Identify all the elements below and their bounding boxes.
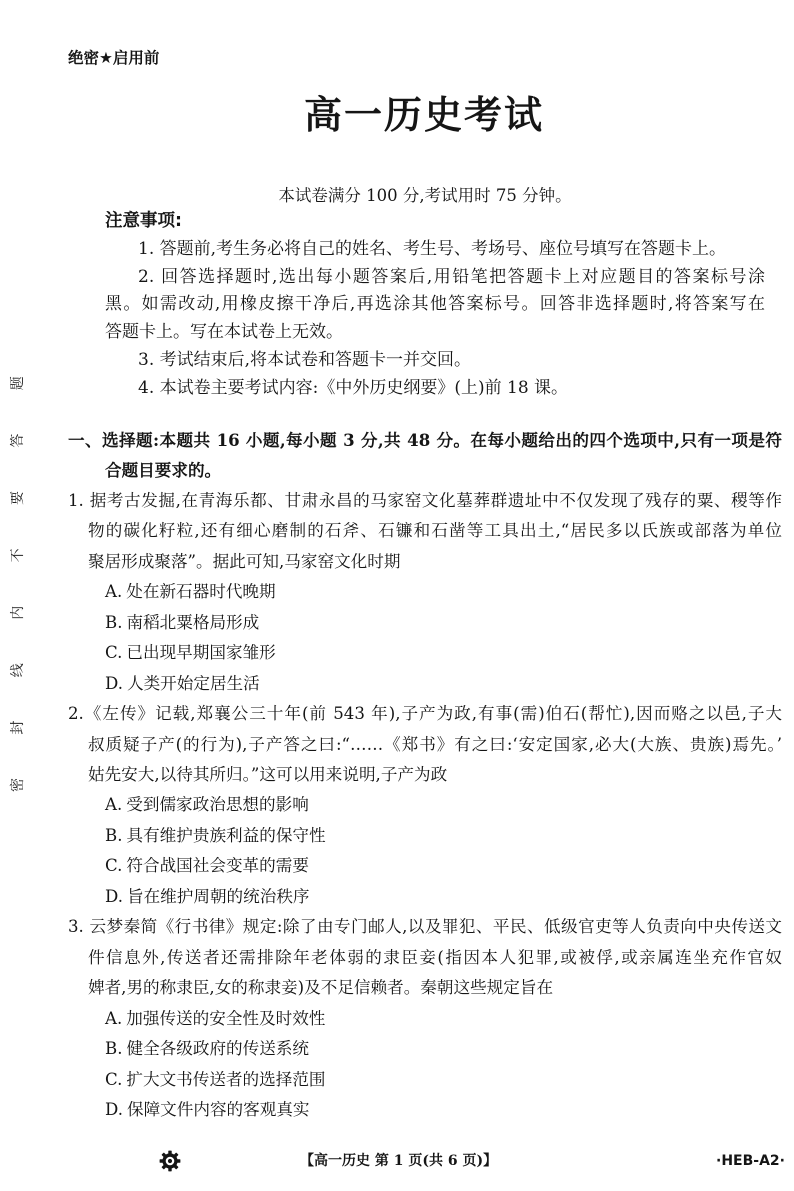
option-label: D. <box>105 886 123 906</box>
option-text: 加强传送的安全性及时效性 <box>126 1008 326 1028</box>
note-line: 1. 答题前,考生务必将自己的姓名、考生号、考场号、座位号填写在答题卡上。 <box>138 238 727 259</box>
option-text: 扩大文书传送者的选择范围 <box>126 1069 326 1089</box>
note-line: 4. 本试卷主要考试内容:《中外历史纲要》(上)前 18 课。 <box>138 377 569 398</box>
option-text: 已出现早期国家雏形 <box>126 643 276 663</box>
note-item-1 <box>105 236 765 264</box>
option-label: B. <box>105 825 123 845</box>
option-label: B. <box>105 1039 123 1059</box>
note-line: 3. 考试结束后,将本试卷和答题卡一并交回。 <box>138 349 472 370</box>
note-item-4 <box>105 375 765 403</box>
option-d <box>68 882 782 912</box>
option-text: 受到儒家政治思想的影响 <box>126 795 309 815</box>
question-stem-line: 聚居形成聚落”。据此可知,马家窑文化时期 <box>88 551 401 571</box>
option-text: 保障文件内容的客观真实 <box>127 1099 310 1119</box>
option-a <box>68 1004 782 1034</box>
question-stem-line: 物的碳化籽粒,还有细心磨制的石斧、石镰和石凿等工具出土,“居民多以氏族或部落为单位 <box>88 521 782 541</box>
option-label: C. <box>105 856 123 876</box>
option-b <box>68 608 782 638</box>
option-a <box>68 790 782 820</box>
paper-code: ·HEB-A2· <box>716 1153 785 1169</box>
option-d <box>68 669 782 699</box>
option-b <box>68 1034 782 1064</box>
question-stem-line: 2.《左传》记载,郑襄公三十年(前 543 年),子产为政,有事(需)伯石(帮忙),因而赂之以邑,子大 <box>68 704 782 724</box>
option-text: 符合战国社会变革的需要 <box>126 856 309 876</box>
exam-info: 本试卷满分 100 分,考试用时 75 分钟。 <box>278 186 572 205</box>
option-label: A. <box>105 1008 123 1028</box>
gear-icon <box>159 1150 181 1172</box>
question-stem-line: 3. 云梦秦简《行书律》规定:除了由专门邮人,以及罪犯、平民、低级官吏等人负责向中央传送文 <box>68 917 782 937</box>
question-stem-line: 叔质疑子产(的行为),子产答之曰:“……《郑书》有之曰:‘安定国家,必大(大族、贵族)焉先。’ <box>88 734 782 754</box>
option-text: 人类开始定居生活 <box>127 673 260 693</box>
note-line: 2. 回答选择题时,选出每小题答案后,用铅笔把答题卡上对应题目的答案标号涂 <box>138 266 765 287</box>
question-1 <box>68 486 782 699</box>
option-text: 具有维护贵族利益的保守性 <box>126 825 326 845</box>
option-c <box>68 851 782 881</box>
page-number-label: 【高一历史 第 1 页(共 6 页)】 <box>300 1153 498 1169</box>
exam-title: 高一历史考试 <box>303 93 544 137</box>
note-item-2 <box>105 264 765 347</box>
note-line: 黑。如需改动,用橡皮擦干净后,再选涂其他答案标号。回答非选择题时,将答案写在 <box>105 294 765 315</box>
option-label: D. <box>105 1099 123 1119</box>
note-line: 答题卡上。写在本试卷上无效。 <box>105 322 343 343</box>
option-text: 处在新石器时代晚期 <box>126 582 276 602</box>
question-2 <box>68 699 782 912</box>
option-text: 旨在维护周朝的统治秩序 <box>127 886 310 906</box>
option-c <box>68 1065 782 1095</box>
question-3 <box>68 912 782 1125</box>
notes-heading: 注意事项: <box>105 211 182 231</box>
option-label: C. <box>105 643 123 663</box>
option-b <box>68 821 782 851</box>
questions-section <box>68 425 782 1125</box>
option-a <box>68 577 782 607</box>
notes-section <box>105 208 765 403</box>
note-item-3 <box>105 347 765 375</box>
option-label: A. <box>105 582 123 602</box>
confidential-label: 绝密★启用前 <box>68 49 160 67</box>
option-c <box>68 638 782 668</box>
seal-line-note: 密封线内不要答题 <box>10 332 26 792</box>
option-text: 南稻北粟格局形成 <box>126 612 260 632</box>
option-d <box>68 1095 782 1125</box>
question-stem-line: 婢者,男的称隶臣,女的称隶妾)及不足信赖者。秦朝这些规定旨在 <box>88 978 554 998</box>
question-stem-line: 姑先安大,以待其所归。”这可以用来说明,子产为政 <box>88 764 448 784</box>
option-label: C. <box>105 1069 123 1089</box>
option-text: 健全各级政府的传送系统 <box>126 1039 310 1059</box>
question-stem-line: 件信息外,传送者还需排除年老体弱的隶臣妾(指因本人犯罪,或被俘,或亲属连坐充作官奴 <box>88 947 782 967</box>
option-label: B. <box>105 612 123 632</box>
section-instruction-line: 合题目要求的。 <box>105 460 222 481</box>
option-label: A. <box>105 795 123 815</box>
option-label: D. <box>105 673 123 693</box>
section-instruction-line: 一、选择题:本题共 16 小题,每小题 3 分,共 48 分。在每小题给出的四个选项中,只有一项是符 <box>68 430 782 450</box>
question-stem-line: 1. 据考古发掘,在青海乐都、甘肃永昌的马家窑文化墓葬群遗址中不仅发现了残存的粟、稷等作 <box>68 490 782 510</box>
